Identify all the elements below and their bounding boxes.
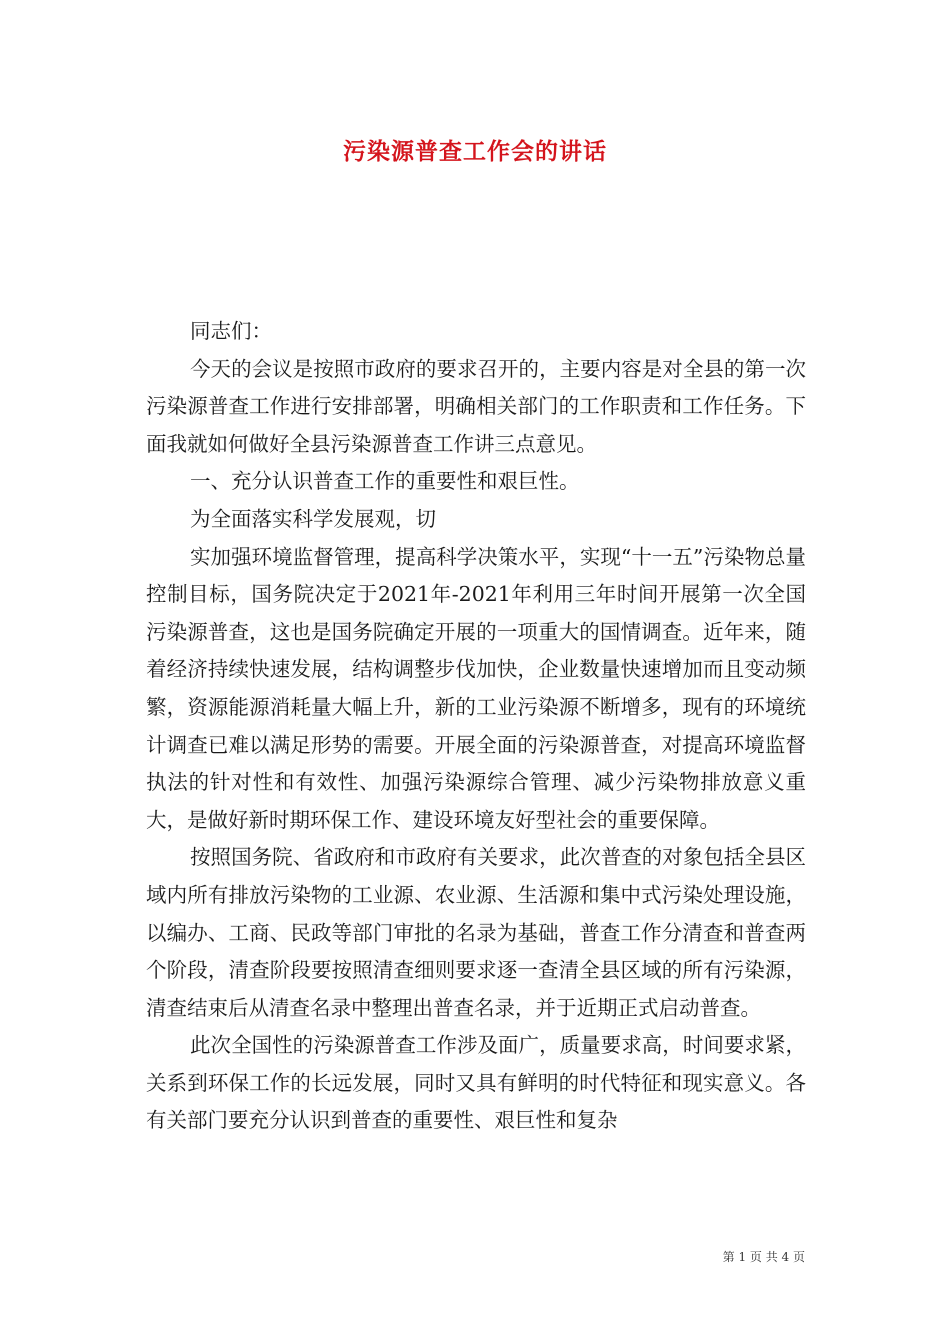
page-number: 第 1 页 共 4 页 xyxy=(722,1250,805,1264)
salutation-paragraph: 同志们： xyxy=(190,319,272,343)
document-body xyxy=(146,313,806,1140)
body-paragraph: 此次全国性的污染源普查工作涉及面广，质量要求高，时间要求紧，关系到环保工作的长远发展，同时又具有鲜明的时代特征和现实意义。各有关部门要充分认识到普查的重要性、艰巨性和复杂 xyxy=(146,1033,806,1133)
document-title: 污染源普查工作会的讲话 xyxy=(343,138,607,165)
body-paragraph: 按照国务院、省政府和市政府有关要求，此次普查的对象包括全县区域内所有排放污染物的工业源、农业源、生活源和集中式污染处理设施，以编办、工商、民政等部门审批的名录为基础，普查工作分清查和普查两个阶段，清查阶段要按照清查细则要求逐一查清全县区域的所有污染源，清查结束后从清查名录中整理出普查名录，并于近期正式启动普查。 xyxy=(146,845,806,1020)
section-heading: 一、充分认识普查工作的重要性和艰巨性。 xyxy=(190,469,580,494)
intro-paragraph: 今天的会议是按照市政府的要求召开的，主要内容是对全县的第一次污染源普查工作进行安排部署，明确相关部门的工作职责和工作任务。下面我就如何做好全县污染源普查工作讲三点意见。 xyxy=(146,356,806,456)
body-paragraph: 实加强环境监督管理，提高科学决策水平，实现“十一五”污染物总量控制目标，国务院决定于2021年-2021年利用三年时间开展第一次全国污染源普查，这也是国务院确定开展的一项重大的国情调查。近年来，随着经济持续快速发展，结构调整步伐加快，企业数量快速增加而且变动频繁，资源能源消耗量大幅上升，新的工业污染源不断增多，现有的环境统计调查已难以满足形势的需要。开展全面的污染源普查，对提高环境监督执法的针对性和有效性、加强污染源综合管理、减少污染物排放意义重大，是做好新时期环保工作、建设环境友好型社会的重要保障。 xyxy=(146,544,806,832)
body-paragraph: 为全面落实科学发展观，切 xyxy=(190,506,436,531)
